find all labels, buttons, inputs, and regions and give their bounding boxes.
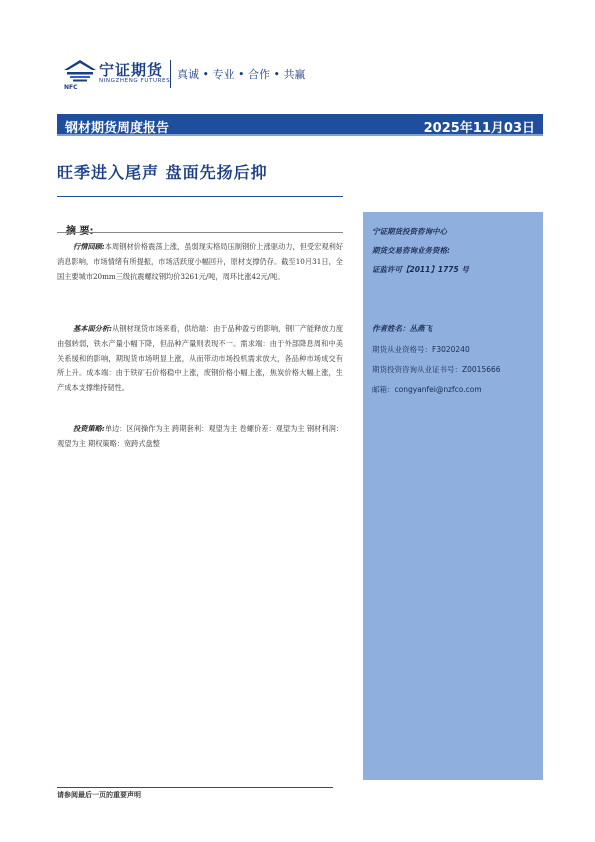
company-logo (62, 56, 306, 92)
page-title: 旺季进入尾声 盘面先扬后抑 (57, 163, 268, 182)
sidebar-license: 证监许可【2011】1775 号 (372, 265, 469, 274)
footer-divider (57, 787, 333, 788)
report-title-bar (57, 114, 543, 136)
sidebar-org: 宁证期货投资咨询中心 (372, 227, 447, 236)
strategy-paragraph (57, 422, 343, 452)
title-divider (57, 196, 343, 197)
strategy-text: 单边：区间操作为主 跨期套利：观望为主 卷螺价差：观望为主 钢材利润：观望为主 期权策略：宽跨式盘整 (57, 424, 343, 448)
logo-name-cn: 宁证期货 (99, 61, 164, 79)
sidebar-author: 作者姓名：丛燕飞 (372, 324, 432, 333)
summary-heading (66, 222, 93, 237)
analyst-sidebar (363, 212, 543, 780)
summary-divider (57, 232, 343, 233)
sidebar-advisory-license: 期货投资咨询从业证书号：Z0015666 (372, 365, 501, 374)
strategy-keyword: 投资策略: (73, 424, 105, 433)
report-date: 2025年11月03日 (423, 121, 535, 136)
fundamental-text: 从钢材现货市场来看，供给端：由于品种盈亏的影响，钢厂产能释放力度由强转弱，铁水产量小幅下降，但品种产量则表现不一。需求端：由于外部降息周和中美关系缓和的影响，期现货市场明显上涨，从而带动市场投机需求放大，各品种市场成交有所上升。成本端：由于铁矿石价格稳中上涨，废钢价格小幅上涨，焦炭价格大幅上涨，生产成本支撑维持韧性。 (57, 324, 344, 393)
sidebar-qualification-label: 期货交易咨询业务资格: (372, 246, 450, 255)
logo-abbr: NFC (64, 84, 78, 91)
report-type: 钢材期货周度报告 (65, 121, 170, 136)
fundamental-keyword: 基本面分析: (73, 324, 112, 333)
market-review-paragraph (57, 240, 343, 284)
logo-divider (170, 60, 171, 88)
sidebar-email: 邮箱：congyanfei@nzfco.com (372, 385, 482, 394)
footer-disclaimer: 请参阅最后一页的重要声明 (57, 791, 141, 799)
logo-slogan: 真诚 • 专业 • 合作 • 共赢 (177, 68, 306, 81)
market-review-text: 本周钢材价格震荡上涨，虽弱现实格局压制钢价上涨驱动力，但受宏观利好消息影响，市场情绪有所提振，市场活跃度小幅回升，原材支撑仍存。截至10月31日，全国主要城市20mm三级抗震螺纹钢均价3261元/吨，周环比涨42元/吨。 (57, 242, 344, 281)
sidebar-futures-license: 期货从业资格号：F3020240 (372, 345, 470, 354)
fundamental-paragraph (57, 322, 343, 396)
market-review-keyword: 行情回顾: (73, 242, 105, 251)
logo-name-en: NINGZHENG FUTURES (99, 78, 171, 84)
